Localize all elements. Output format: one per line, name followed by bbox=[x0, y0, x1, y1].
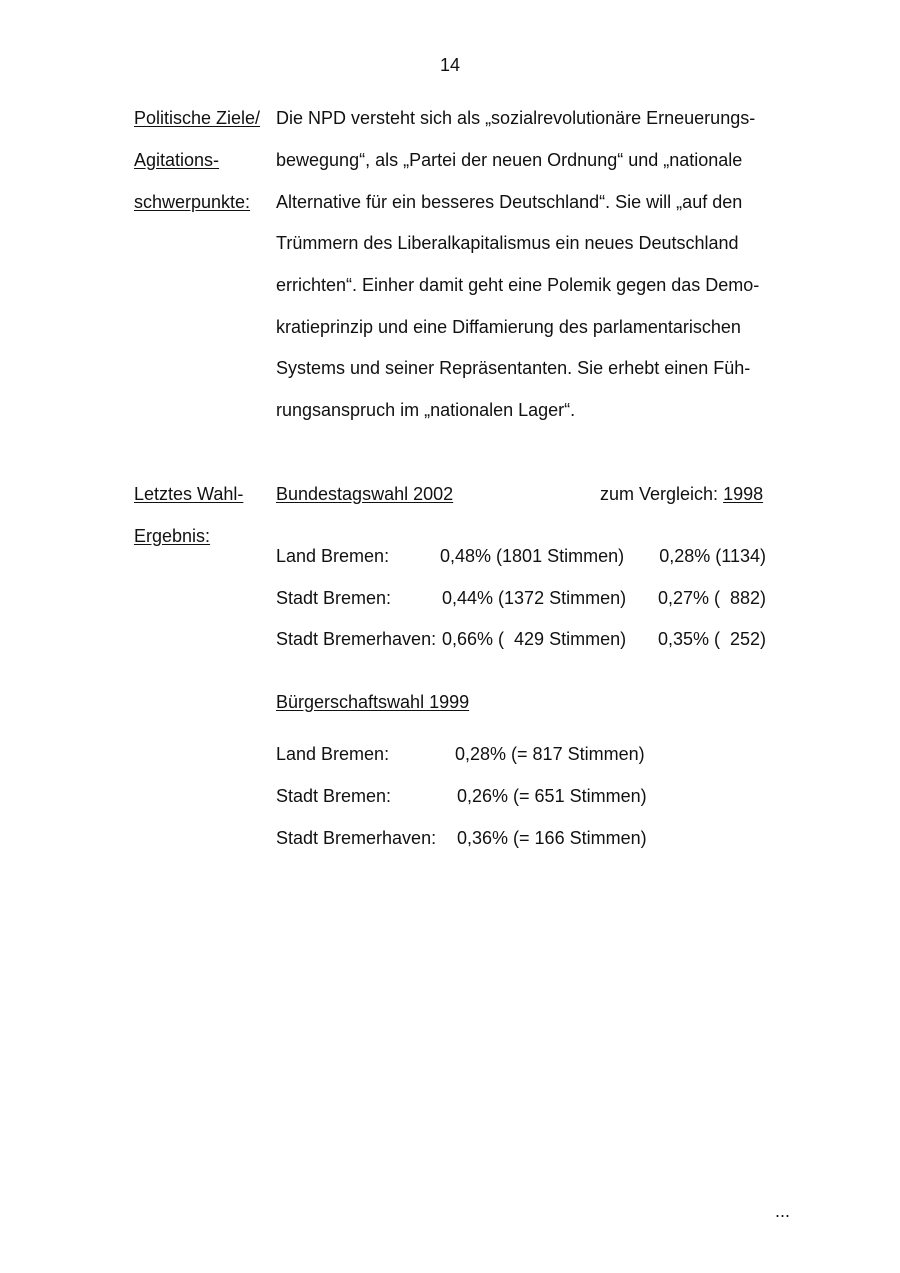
election-label-line-2: Ergebnis: bbox=[134, 526, 211, 546]
goals-text-line: Systems und seiner Repräsentanten. Sie erhebt einen Füh- bbox=[276, 358, 751, 378]
goals-text-line: bewegung“, als „Partei der neuen Ordnung“ und „nationale bbox=[276, 150, 743, 170]
buergerschaft-row-result: 0,28% (= 817 Stimmen) bbox=[455, 744, 645, 764]
bundestag-row-comparison: 0,27% ( 882) bbox=[657, 588, 766, 608]
goals-text-line: Trümmern des Liberalkapitalismus ein neues Deutschland bbox=[276, 233, 739, 253]
goals-text-line: Alternative für ein besseres Deutschland“. Sie will „auf den bbox=[276, 192, 743, 212]
bundestag-row-region: Land Bremen: bbox=[276, 546, 390, 566]
compare-year: 1998 bbox=[723, 484, 764, 504]
goals-text-line: kratieprinzip und eine Diffamierung des parlamentarischen bbox=[276, 317, 741, 337]
goals-text-line: Die NPD versteht sich als „sozialrevolutionäre Erneuerungs- bbox=[276, 108, 756, 128]
continuation-marker: ... bbox=[775, 1201, 791, 1221]
buergerschaft-row-result: 0,26% (= 651 Stimmen) bbox=[457, 786, 647, 806]
buergerschaft-row-region: Land Bremen: bbox=[276, 744, 390, 764]
bundestag-row-region: Stadt Bremerhaven: bbox=[276, 629, 437, 649]
compare-prefix: zum Vergleich: bbox=[600, 484, 724, 504]
goals-label-line-1: Politische Ziele/ bbox=[134, 108, 261, 128]
goals-text-line: errichten“. Einher damit geht eine Polemik gegen das Demo- bbox=[276, 275, 760, 295]
bundestag-row-result: 0,48% (1801 Stimmen) bbox=[440, 546, 625, 566]
page-number: 14 bbox=[440, 55, 461, 75]
bundestag-row-result: 0,66% ( 429 Stimmen) bbox=[442, 629, 627, 649]
bundestag-row-region: Stadt Bremen: bbox=[276, 588, 392, 608]
goals-label-line-3: schwerpunkte: bbox=[134, 192, 251, 212]
bundestag-row-comparison: 0,35% ( 252) bbox=[657, 629, 766, 649]
goals-label-line-2: Agitations- bbox=[134, 150, 220, 170]
buergerschaft-row-region: Stadt Bremen: bbox=[276, 786, 392, 806]
bundestag-heading: Bundestagswahl 2002 bbox=[276, 484, 454, 504]
bundestag-row-result: 0,44% (1372 Stimmen) bbox=[442, 588, 627, 608]
buergerschaft-row-result: 0,36% (= 166 Stimmen) bbox=[457, 828, 647, 848]
buergerschaft-heading: Bürgerschaftswahl 1999 bbox=[276, 692, 470, 712]
goals-text-line: rungsanspruch im „nationalen Lager“. bbox=[276, 400, 576, 420]
election-label-line-1: Letztes Wahl- bbox=[134, 484, 244, 504]
buergerschaft-row-region: Stadt Bremerhaven: bbox=[276, 828, 437, 848]
bundestag-row-comparison: 0,28% (1134) bbox=[659, 546, 766, 566]
bundestag-compare bbox=[600, 483, 763, 505]
